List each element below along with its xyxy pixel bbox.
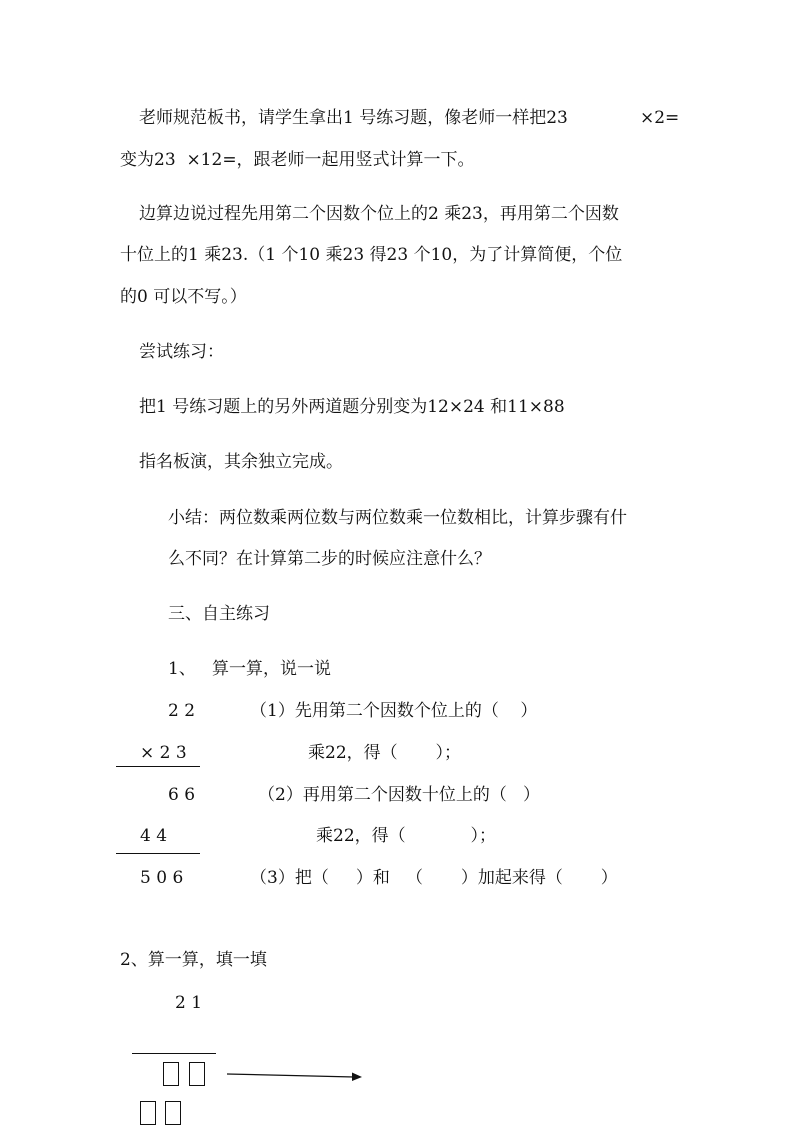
exercise2-top-number: 2 1 (175, 993, 203, 1013)
summary-line1: 小结：两位数乘两位数与两位数乘一位数相比，计算步骤有什 (168, 508, 627, 528)
para1-line2: 变为23 ×12=，跟老师一起用竖式计算一下。 (120, 150, 475, 170)
exercise2-rule (132, 1053, 216, 1054)
step1-text: （1）先用第二个因数个位上的（ ） (250, 701, 538, 721)
try-line: 把1 号练习题上的另外两道题分别变为12×24 和11×88 (139, 397, 565, 417)
exercise1-title: 1、 算一算，说一说 (168, 659, 332, 679)
vertical-rule-1 (116, 766, 200, 767)
blank-box-icon (189, 1062, 205, 1086)
exercise2-title: 2、算一算，填一填 (120, 950, 267, 970)
vertical-multiplier: × 2 3 (140, 743, 187, 763)
para1-line1: 老师规范板书，请学生拿出1 号练习题，像老师一样把23 (139, 108, 568, 128)
blank-box-icon (165, 1101, 181, 1125)
section3-title: 三、自主练习 (168, 604, 270, 624)
vertical-partial2: 4 4 (140, 826, 168, 846)
step1-text-cont: 乘22，得（ ）； (308, 743, 461, 763)
para1-line1-tail: ×2= (640, 108, 680, 128)
step3-text: （3）把（ ）和 （ ）加起来得（ ） (250, 868, 618, 888)
para2-line1: 边算边说过程先用第二个因数个位上的2 乘23，再用第二个因数 (139, 204, 619, 224)
summary-line2: 么不同？在计算第二步的时候应注意什么？ (168, 549, 491, 569)
step2-text-cont: 乘22，得（ ）； (316, 826, 496, 846)
para2-line3: 的0 可以不写。） (120, 287, 247, 307)
vertical-partial1: 6 6 (168, 785, 196, 805)
try-heading: 尝试练习： (139, 342, 224, 362)
blank-box-icon (163, 1062, 179, 1086)
assign-line: 指名板演，其余独立完成。 (139, 452, 343, 472)
vertical-multiplicand: 2 2 (168, 701, 196, 721)
step2-text: （2）再用第二个因数十位上的（ ） (258, 785, 541, 805)
vertical-rule-2 (116, 853, 200, 854)
blank-box-icon (140, 1101, 156, 1125)
right-arrow-icon (226, 1068, 366, 1084)
vertical-result: 5 0 6 (140, 868, 184, 888)
para2-line2: 十位上的1 乘23.（1 个10 乘23 得23 个10，为了计算简便，个位 (120, 245, 623, 265)
